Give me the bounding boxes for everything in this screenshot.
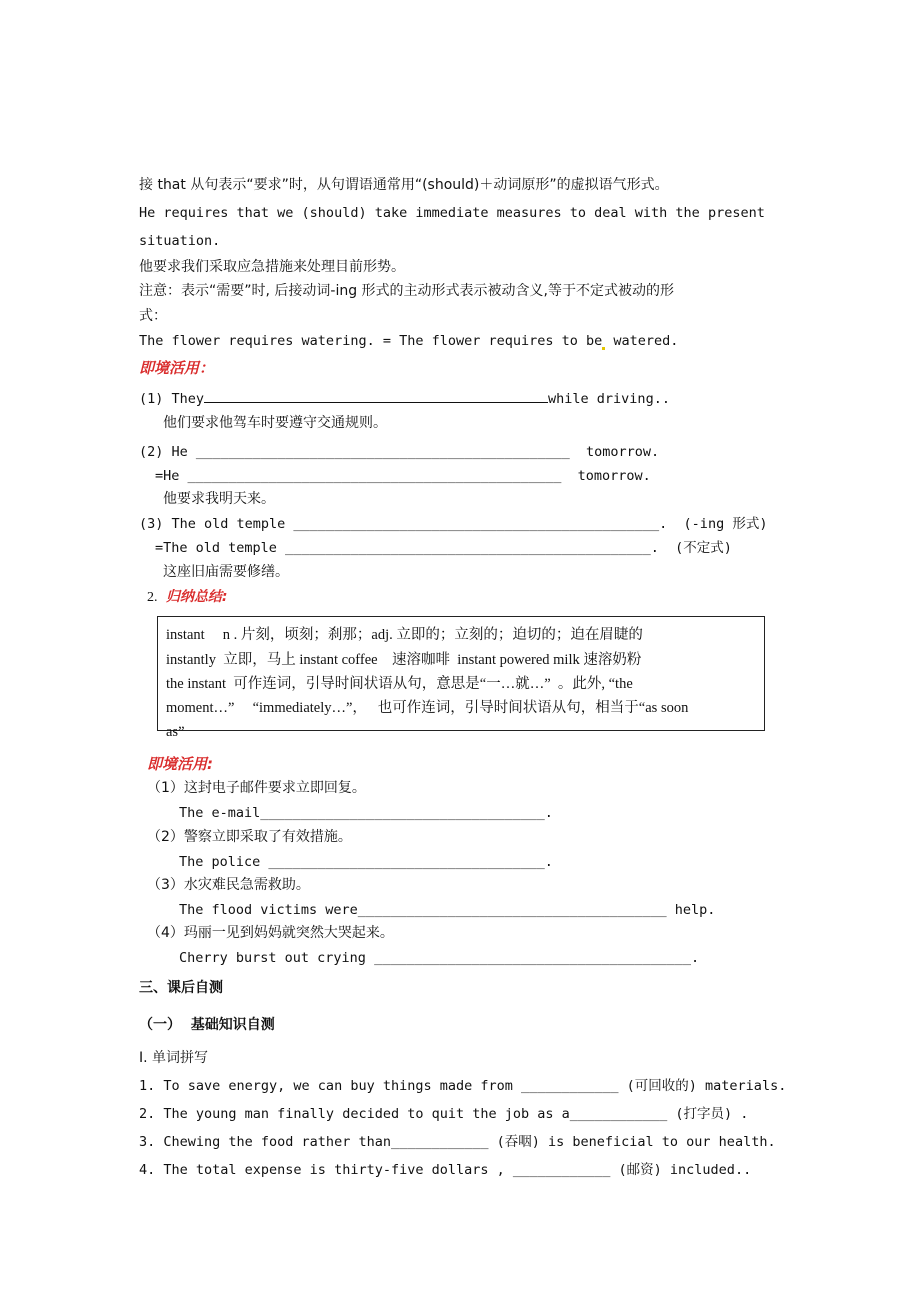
section3-part-title: I. 单词拼写 (139, 1050, 209, 1066)
practice2-item-3-cn: （3）水灾难民急需救助。 (147, 877, 310, 893)
summary-box-line-1: instant n . 片刻，顷刻；刹那；adj. 立即的；立刻的；迫切的；迫在眉睫的 (166, 627, 643, 643)
practice2-item-4-en: Cherry burst out crying _______________________________________. (179, 950, 700, 966)
flower-sentence-a: The flower requires watering. = The flower requires to be (139, 333, 603, 349)
practice1-q2-line-1: (2) He ______________________________________________ tomorrow. (139, 444, 660, 460)
summary-heading (147, 588, 228, 607)
spelling-item-4: 4. The total expense is thirty-five dollars , ____________ (邮资) included.. (139, 1162, 752, 1178)
practice1-heading: 即境活用： (139, 359, 215, 377)
practice1-q1-translation: 他们要求他驾车时要遵守交通规则。 (163, 415, 387, 431)
section3-subtitle: （一） 基础知识自测 (139, 1017, 275, 1033)
section3-title: 三、课后自测 (139, 980, 223, 996)
intro-example-line-2: situation. (139, 233, 221, 249)
summary-box (157, 616, 765, 740)
practice1-q3-translation: 这座旧庙需要修缮。 (163, 564, 289, 580)
practice2-item-1-cn: （1）这封电子邮件要求立即回复。 (147, 780, 366, 796)
q1-prefix: (1) They (139, 391, 205, 407)
summary-heading-num: 2. (147, 590, 158, 605)
practice1-q1 (139, 388, 670, 408)
practice1-q3-line-1: (3) The old temple _____________________________________________. (-ing 形式) (139, 516, 768, 532)
practice2-item-3-en: The flood victims were______________________________________ help. (179, 902, 716, 918)
intro-line-1: 接 that 从句表示“要求”时，从句谓语通常用“(should)＋动词原形”的虚拟语气形式。 (139, 177, 669, 193)
summary-box-line-4: moment…” “immediately…”， 也可作连词，引导时间状语从句，相当于“as soon (166, 700, 689, 716)
practice2-item-4-cn: （4）玛丽一见到妈妈就突然大哭起来。 (147, 925, 394, 941)
q1-suffix: while driving.. (548, 391, 670, 407)
practice2-item-1-en: The e-mail___________________________________. (179, 805, 553, 821)
practice1-q2-line-2: =He ______________________________________________ tomorrow. (155, 468, 651, 484)
intro-translation: 他要求我们采取应急措施来处理目前形势。 (139, 259, 405, 275)
practice1-q2-translation: 他要求我明天来。 (163, 491, 275, 507)
spelling-item-1: 1. To save energy, we can buy things made from ____________ (可回收的) materials. (139, 1078, 787, 1094)
intro-example-flower (139, 332, 678, 350)
spelling-item-3: 3. Chewing the food rather than____________ (吞咽) is beneficial to our health. (139, 1134, 776, 1150)
flower-sentence-b: watered. (605, 333, 679, 349)
summary-heading-text: 归纳总结: (165, 589, 228, 605)
summary-box-line-5: as” (166, 724, 185, 740)
intro-note-line-1: 注意：表示“需要”时, 后接动词-ing 形式的主动形式表示被动含义,等于不定式被动的形 (139, 283, 675, 299)
q1-blank[interactable] (204, 388, 548, 403)
practice2-item-2-cn: （2）警察立即采取了有效措施。 (147, 829, 352, 845)
intro-example-line-1: He requires that we (should) take immediate measures to deal with the present (139, 205, 765, 221)
practice2-heading: 即境活用: (147, 755, 213, 773)
spelling-item-2: 2. The young man finally decided to quit the job as a____________ (打字员) . (139, 1106, 749, 1122)
intro-note-line-2: 式： (139, 308, 167, 324)
summary-box-line-2: instantly 立即，马上 instant coffee 速溶咖啡 instant powered milk 速溶奶粉 (166, 652, 642, 668)
practice2-item-2-en: The police __________________________________. (179, 854, 553, 870)
practice1-q3-line-2: =The old temple _____________________________________________. (不定式) (155, 540, 732, 556)
summary-box-line-3: the instant 可作连词，引导时间状语从句，意思是“一…就…” 。此外, “the (166, 676, 633, 692)
